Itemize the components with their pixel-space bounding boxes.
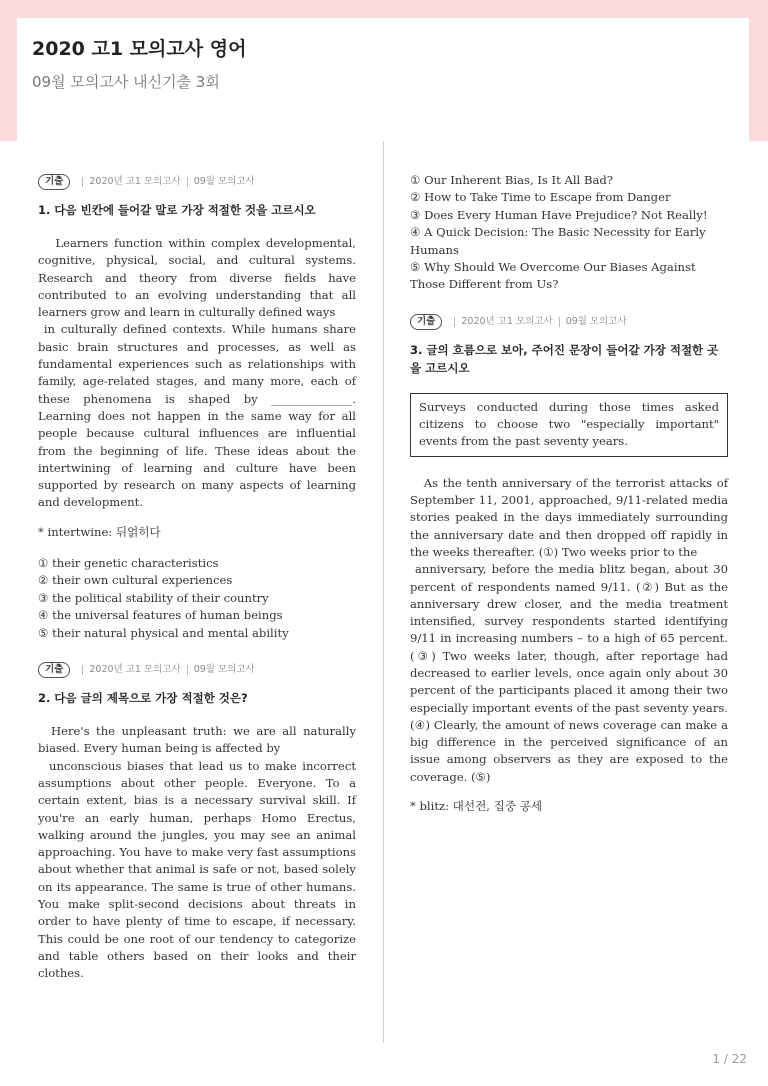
answer-choice[interactable]: ③ Does Every Human Have Prejudice? Not Really! (410, 207, 708, 222)
source-month: 09월 모의고사 (565, 316, 627, 328)
right-column (410, 172, 728, 829)
question-meta (38, 174, 356, 190)
left-column (38, 174, 356, 983)
meta-separator (82, 177, 83, 187)
answer-choice[interactable]: ④ the universal features of human beings (38, 608, 283, 623)
question-meta (410, 314, 728, 330)
page-title: 2020 고1 모의고사 영어 (32, 38, 247, 60)
meta-separator (82, 665, 83, 675)
answer-choice[interactable]: ① their genetic characteristics (38, 556, 219, 571)
meta-separator (559, 317, 560, 327)
answer-choice[interactable]: ④ A Quick Decision: The Basic Necessity for Early Humans (410, 225, 706, 257)
question-1 (38, 174, 356, 642)
question-gap (410, 294, 728, 314)
source-exam: 2020년 고1 모의고사 (89, 664, 181, 676)
answer-choice[interactable]: ② How to Take Time to Escape from Danger (410, 190, 671, 205)
question-gap (38, 642, 356, 662)
vocab-note: * intertwine: 뒤얽히다 (38, 524, 161, 539)
meta-separator (187, 665, 188, 675)
question-meta (38, 662, 356, 678)
meta-separator (454, 317, 455, 327)
source-tag-badge: 기출 (38, 662, 70, 678)
source-exam: 2020년 고1 모의고사 (461, 316, 553, 328)
given-sentence-box: Surveys conducted during those times asked citizens to choose two "especially important" events from the past seventy years. (410, 393, 728, 457)
answer-choice[interactable]: ① Our Inherent Bias, Is It All Bad? (410, 173, 614, 187)
question-title: 3. 글의 흐름으로 보아, 주어진 문장이 들어갈 가장 적절한 곳을 고르시오 (410, 342, 719, 375)
answer-choice[interactable]: ⑤ their natural physical and mental ability (38, 625, 289, 640)
meta-separator (187, 177, 188, 187)
question-passage: Here's the unpleasant truth: we are all naturally biased. Every human being is affected by unconscious biases that lead us to make incorrect assumptions about other people. Everyone. To a certain extent, bias is a necessary survival skill. If you're an early human, perhaps Homo Erectus, walking around the jungles, you may see an animal approaching. You have to make very fast assumptions about whether that animal is safe or not, based solely on its appearance. The same is true of other humans. You make split-second decisions about threats in order to have plenty of time to escape, if necessary. This could be one root of our tendency to categorize and table others based on their looks and their clothes. (38, 724, 356, 981)
source-tag-badge: 기출 (410, 314, 442, 330)
source-tag-badge: 기출 (38, 174, 70, 190)
source-month: 09월 모의고사 (193, 664, 255, 676)
column-divider (383, 141, 384, 1043)
answer-choices (410, 172, 728, 294)
question-title: 1. 다음 빈칸에 들어갈 말로 가장 적절한 것을 고르시오 (38, 203, 316, 217)
question-title: 2. 다음 글의 제목으로 가장 적절한 것은? (38, 691, 248, 706)
answer-choice[interactable]: ③ the political stability of their country (38, 590, 269, 605)
vocab-note: * blitz: 대선전, 집중 공세 (410, 799, 543, 814)
answer-choices (38, 555, 356, 642)
source-exam: 2020년 고1 모의고사 (89, 176, 181, 188)
question-3 (410, 314, 728, 816)
answer-choice[interactable]: ② their own cultural experiences (38, 573, 233, 588)
page-subtitle: 09월 모의고사 내신기출 3회 (32, 73, 220, 91)
question-2 (38, 662, 356, 982)
source-month: 09월 모의고사 (193, 176, 255, 188)
answer-choice[interactable]: ⑤ Why Should We Overcome Our Biases Against Those Different from Us? (410, 260, 696, 292)
question-passage: Learners function within complex developmental, cognitive, physical, social, and cultural systems. Research and theory from diverse fields have contributed to an evolving understanding that all learners grow and learn in culturally defined ways in culturally defined contexts. While humans share basic brain structures and processes, as well as fundamental experiences such as relationships with family, age-related stages, and many more, each of these phenomena is shaped by ______________. Learning does not happen in the same way for all people because cultural influences are influential from the beginning of life. These ideas about the intertwining of learning and culture have been supported by research on many aspects of learning and development. (38, 236, 356, 510)
page-number: 1 / 22 (712, 1052, 747, 1066)
question-passage: As the tenth anniversary of the terrorist attacks of September 11, 2001, approached, 9/11-related media stories peaked in the days immediately surrounding the anniversary date and then dropped off rapidly in the weeks thereafter. (①) Two weeks prior to the anniversary, before the media blitz began, about 30 percent of respondents named 9/11. (②) But as the anniversary drew closer, and the media treatment intensified, survey respondents started identifying 9/11 in increasing numbers – to a high of 65 percent. (③) Two weeks later, though, after reportage had decreased to earlier levels, once again only about 30 percent of the participants placed it among their two especially important events of the past seventy years. (④) Clearly, the amount of news coverage can make a big difference in the perceived significance of an issue among observers as they are exposed to the coverage. (⑤) (410, 475, 728, 784)
